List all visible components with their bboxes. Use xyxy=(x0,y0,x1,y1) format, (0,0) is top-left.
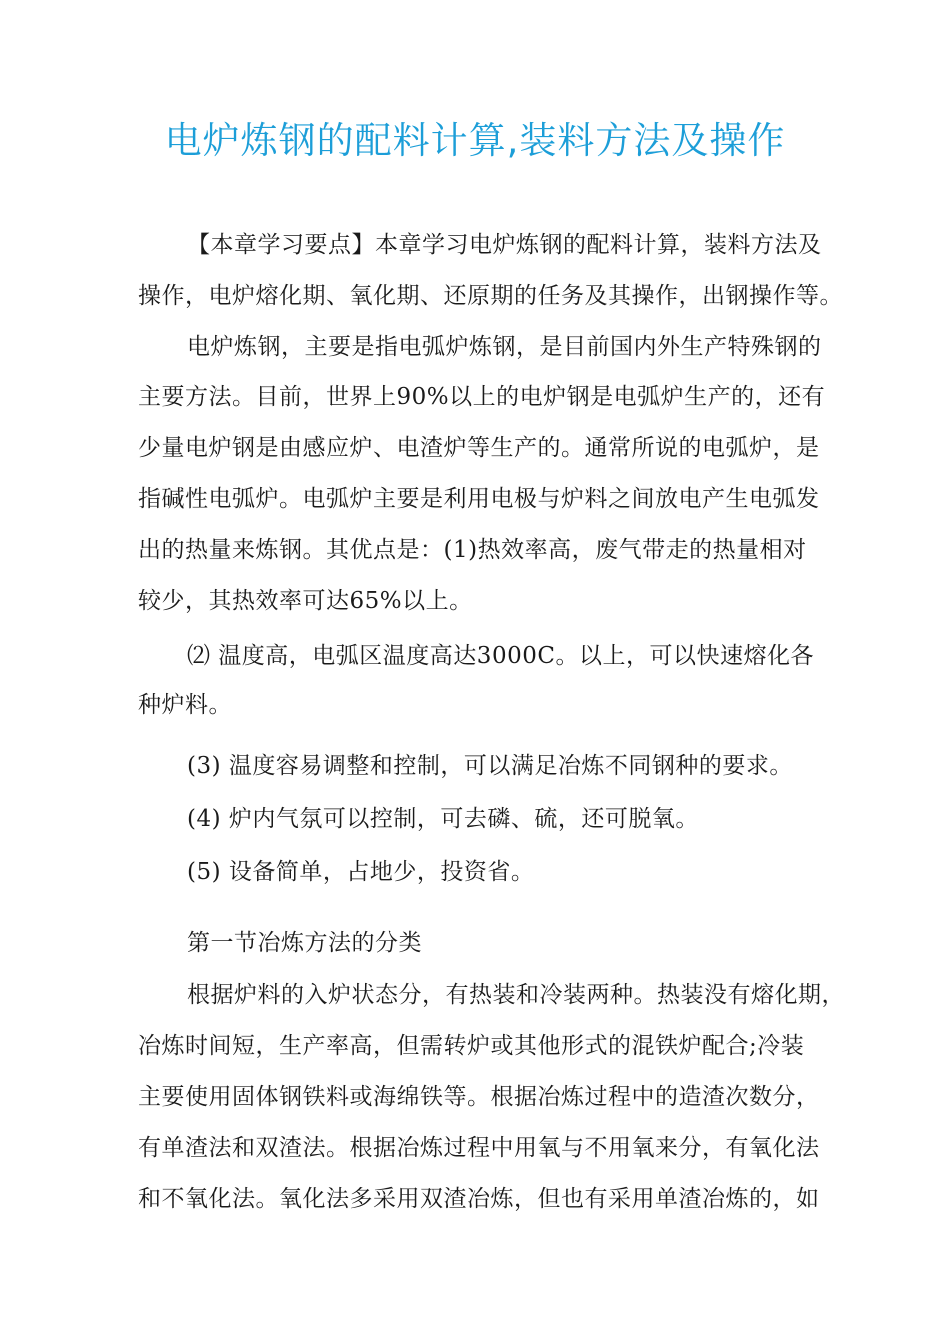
list-item-5: (5) 设备简单，占地少，投资省。 xyxy=(187,859,535,885)
list-item-2: ⑵ 温度高，电弧区温度高达3000C。以上，可以快速熔化各 xyxy=(187,643,814,669)
paragraph-line: 种炉料。 xyxy=(138,692,232,718)
paragraph-line-classification: 根据炉料的入炉状态分，有热装和冷装两种。热装没有熔化期， xyxy=(187,982,845,1008)
paragraph-line: 出的热量来炼钢。其优点是：(1)热效率高，废气带走的热量相对 xyxy=(138,537,807,563)
list-item-4: (4) 炉内气氛可以控制，可去磷、硫，还可脱氧。 xyxy=(187,806,699,832)
list-item-3: (3) 温度容易调整和控制，可以满足冶炼不同钢种的要求。 xyxy=(187,753,793,779)
paragraph-line: 操作，电炉熔化期、氧化期、还原期的任务及其操作，出钢操作等。 xyxy=(138,283,843,309)
section-heading: 第一节冶炼方法的分类 xyxy=(187,930,422,956)
paragraph-line: 有单渣法和双渣法。根据冶炼过程中用氧与不用氧来分，有氧化法 xyxy=(138,1135,820,1161)
paragraph-line-intro: 电炉炼钢，主要是指电弧炉炼钢，是目前国内外生产特殊钢的 xyxy=(187,334,822,360)
paragraph-line: 和不氧化法。氧化法多采用双渣冶炼，但也有采用单渣冶炼的，如 xyxy=(138,1186,820,1212)
document-title: 电炉炼钢的配料计算,装料方法及操作 xyxy=(164,119,786,162)
paragraph-line-key-points: 【本章学习要点】本章学习电炉炼钢的配料计算，装料方法及 xyxy=(187,232,822,258)
paragraph-line: 冶炼时间短，生产率高，但需转炉或其他形式的混铁炉配合;冷装 xyxy=(138,1033,805,1059)
paragraph-line: 较少，其热效率可达65%以上。 xyxy=(138,588,473,614)
paragraph-line: 少量电炉钢是由感应炉、电渣炉等生产的。通常所说的电弧炉，是 xyxy=(138,435,820,461)
paragraph-line: 主要使用固体钢铁料或海绵铁等。根据冶炼过程中的造渣次数分， xyxy=(138,1084,820,1110)
paragraph-line: 指碱性电弧炉。电弧炉主要是利用电极与炉料之间放电产生电弧发 xyxy=(138,486,820,512)
paragraph-line: 主要方法。目前，世界上90%以上的电炉钢是电弧炉生产的，还有 xyxy=(138,384,826,410)
